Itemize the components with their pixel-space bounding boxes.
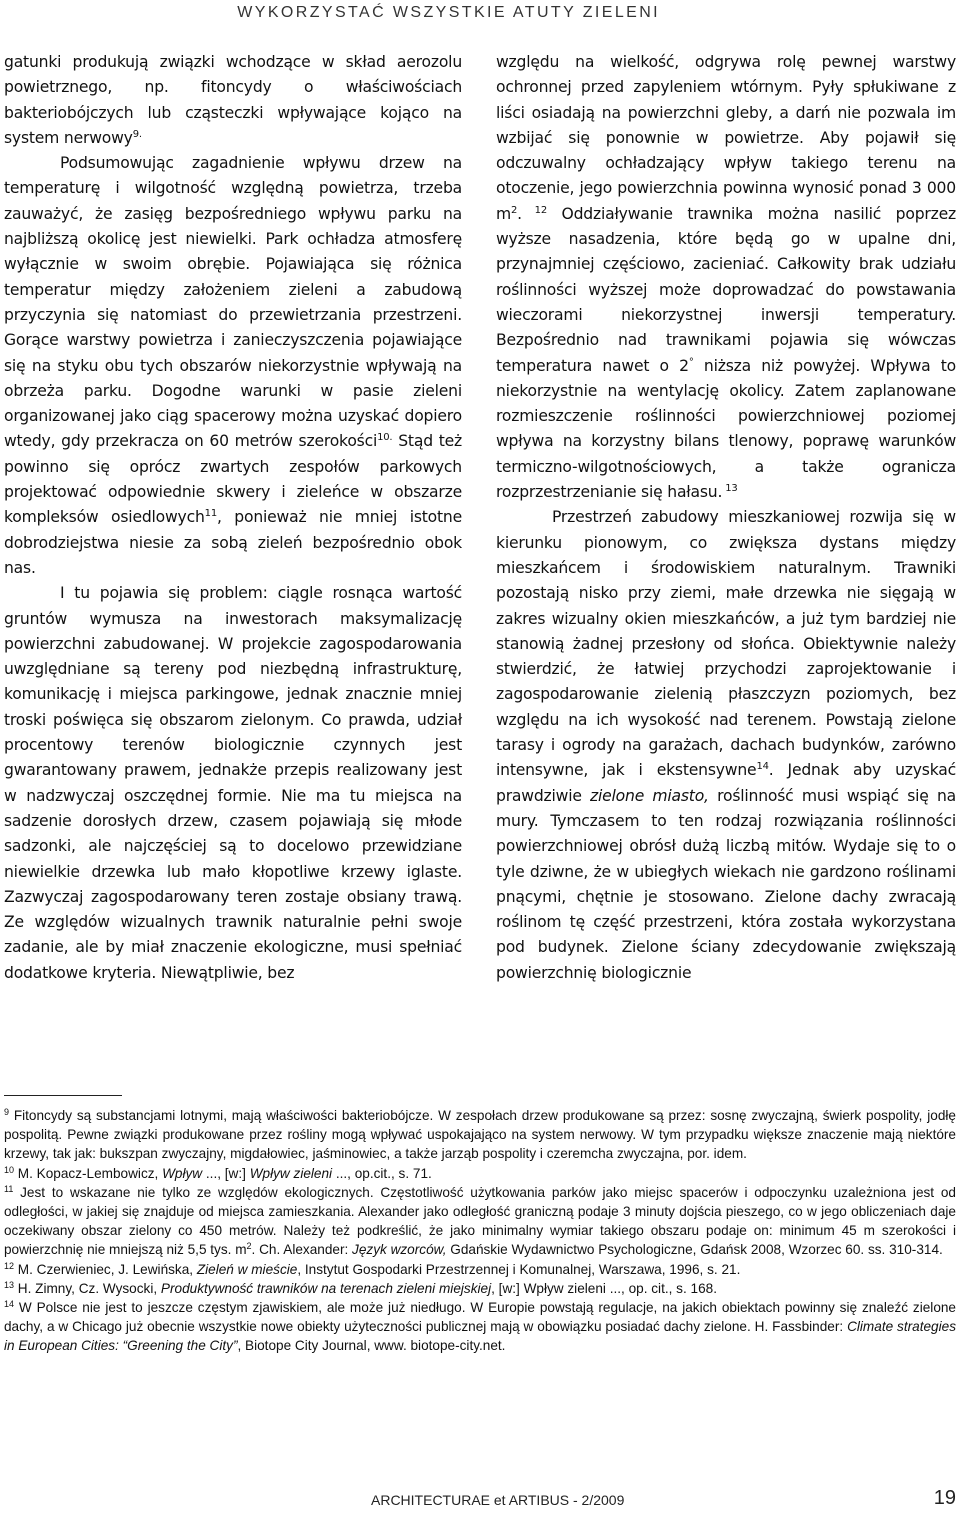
footnote-ref: 11 bbox=[204, 508, 217, 520]
italic-text: Climate strategies in European Cities: “Greening the City” bbox=[4, 1319, 956, 1354]
footnote-text: Fitoncydy są substancjami lotnymi, mają właściwości bakteriobójcze. W zespołach drzew produkowane są przez: sosnę zwyczajną, świerk pospolity, jodłę pospolitą. Pewne związki produkowane przez rośliny mogą wpływać uspokajająco na system nerwowy. W tym przypadku większe znaczenie mają niektóre krzewy, tak jak: bukszpan zwyczajny, migdałowiec, jaśminowiec, a także jarząb pospolity i czeremcha zwyczajna, por. idem. bbox=[4, 1108, 956, 1162]
footnote-text: , Instytut Gospodarki Przestrzennej i Komunalnej, Warszawa, 1996, s. 21. bbox=[297, 1261, 741, 1277]
footnote-number: 10 bbox=[4, 1164, 15, 1175]
footnote-14 bbox=[4, 1298, 956, 1356]
left-text-column bbox=[4, 50, 462, 986]
text-span: Przestrzeń zabudowy mieszkaniowej rozwija się w kierunku pionowym, co zwiększa dystans między mieszkańcem i środowiskiem naturalnym. Trawniki pozostają nisko przy ziemi, małe drzewka nie sięgają w zakres wizualny okien mieszkańców, a już tym bardziej nie stanowią żadnej przesłony od słońca. Obiektywnie należy stwierdzić, że łatwiej przychodzi zaprojektowanie i zagospodarowanie zielenią płaszczyzn poziomych, bez względu na ich wysokość nad terenem. Powstają zielone tarasy i ogrody na garażach, dachach budynków, zarówno intensywne, jak i ekstensywne bbox=[496, 508, 956, 780]
superscript: 2 bbox=[511, 204, 518, 216]
degree-sign: ° bbox=[688, 356, 694, 368]
footnote-12 bbox=[4, 1260, 956, 1279]
footnote-ref: 9. bbox=[132, 128, 142, 140]
running-header: WYKORZYSTAĆ WSZYSTKIE ATUTY ZIELENI bbox=[237, 4, 660, 21]
superscript: 2 bbox=[246, 1241, 252, 1252]
footnote-number: 13 bbox=[4, 1279, 15, 1290]
text-span: roślinność musi wspiąć się na mury. Tymczasem to ten rodzaj rozwiązania roślinności powierzchniowej obrósł dużą liczbą mitów. Wydaje się to o tyle dziwne, że w ubiegłych wiekach nie gardzono roślinami pnącymi, chętnie je stosowano. Zielone dachy zwracają roślinom tę część przestrzeni, która została wykorzystana pod budynek. Zielone ściany zdecydowanie zwiększają powierzchnię biologicznie bbox=[496, 786, 956, 982]
right-text-column bbox=[496, 50, 956, 986]
text-span: . bbox=[517, 204, 522, 223]
footnote-11 bbox=[4, 1183, 956, 1260]
paragraph bbox=[4, 50, 462, 151]
footnote-13 bbox=[4, 1279, 956, 1298]
footnote-text: H. Zimny, Cz. Wysocki, bbox=[14, 1280, 161, 1296]
footnote-number: 9 bbox=[4, 1107, 10, 1117]
journal-name: ARCHITECTURAE et ARTIBUS - 2/2009 bbox=[371, 1492, 625, 1508]
text-span: niższa niż powyżej. Wpływa to niekorzystnie na wentylację okolicy. Zatem zaplanowane rozmieszczenie roślinności powierzchniowej poziomej wpływa na korzystny bilans tlenowy, poprawę warunków termiczno-wilgotnościowych, a także ogranicza rozprzestrzenianie się hałasu. bbox=[496, 356, 956, 502]
footnote-ref: 14 bbox=[756, 761, 769, 773]
footnote-text: M. Czerwieniec, J. Lewińska, bbox=[14, 1261, 197, 1277]
footnote-text: . Ch. Alexander: bbox=[251, 1242, 353, 1258]
footnotes-section bbox=[4, 1106, 956, 1356]
footnote-text: ..., [w:] bbox=[202, 1165, 250, 1181]
footnote-number: 11 bbox=[4, 1183, 14, 1194]
italic-text: Zieleń w mieście bbox=[196, 1261, 298, 1277]
footnote-text: Gdańskie Wydawnictwo Psychologiczne, Gdańsk 2008, Wzorzec 60. ss. 310-314. bbox=[446, 1242, 943, 1258]
text-span: gatunki produkują związki wchodzące w skład aerozolu powietrznego, np. fitoncydy o właściwościach bakteriobójczych lub cząsteczki wpływające kojąco na system nerwowy bbox=[4, 53, 462, 147]
text-span: Podsumowując zagadnienie wpływu drzew na temperaturę i wilgotność względną powietrza, trzeba zauważyć, że zasięg bezpośredniego wpływu parku na najbliższą okolicę jest niewielki. Park ochładza atmosferę wyłącznie w swoim obrębie. Pojawiająca się różnica temperatur między założeniem zieleni a zabudową przyczynia się natomiast do przewietrzania przestrzeni. Gorące warstwy powietrza i zanieczyszczenia pojawiające się na styku obu tych obszarów niekorzystnie wpływają na obrzeża parku. Dogodne warunki w pasie zieleni organizowanej jako ciąg spacerowy można uzyskać dopiero wtedy, gdy przekracza on 60 metrów szerokości bbox=[4, 154, 462, 451]
text-span: względu na wielkość, odgrywa rolę pewnej warstwy ochronnej przed zapyleniem wtórnym. Pyły spłukiwane z liści osiadają na powierzchni gleby, a darń nie pozwala im wzbijać się ponownie w powietrze. Aby pojawił się odczuwalny ochładzający wpływ takiego terenu na otoczenie, jego powierzchnia powinna wynosić ponad 3 000 m bbox=[496, 53, 956, 223]
footnote-number: 12 bbox=[4, 1260, 15, 1271]
italic-text: Produktywność trawników na terenach zieleni miejskiej bbox=[160, 1280, 492, 1296]
footnote-text: Jest to wskazane nie tylko ze względów ekologicznych. Częstotliwość użytkowania parków jako miejsc spacerów i odpoczynku uzależniona jest od odległości, w jakiej się znajduje od miejsca zamieszkania. Alexander jako odległość graniczną podaje 3 minuty dojścia pieszego, co w jego obliczeniach daje oczekiwany obszar zielony co 450 metrów. Należy też podkreślić, że jako minimalny wymiar takiego obszaru podaje on: minimum 45 m szerokości i powierzchnię nie mniejszą niż 5,5 tys. m bbox=[4, 1184, 956, 1258]
footnote-ref: 10. bbox=[377, 432, 393, 444]
italic-text: Wpływ bbox=[162, 1165, 203, 1181]
footnote-9 bbox=[4, 1106, 956, 1164]
text-span: . Jednak aby uzyskać prawdziwie bbox=[496, 761, 956, 805]
footnote-ref: 13 bbox=[722, 483, 738, 495]
text-span: Oddziaływanie trawnika można nasilić poprzez wyższe nasadzenia, które będą go w upalne dni, przynajmniej częściowo, zacieniać. Całkowity brak udziału roślinności wyższej może doprowadzać do powstawania wieczorami niekorzystnej inwersji temperatury. Bezpośrednio nad trawnikami pojawia się wówczas temperatura nawet o 2 bbox=[496, 204, 956, 375]
text-span: Stąd też powinno się oprócz zwartych zespołów parkowych projektować odpowiednie skwery i zieleńce w obszarze kompleksów osiedlowych bbox=[4, 432, 462, 527]
footnote-divider bbox=[4, 1095, 122, 1096]
text-span: , ponieważ nie mniej istotne dobrodziejstwa niesie za sobą zieleń bezpośrednio obok nas. bbox=[4, 508, 462, 577]
italic-text: Wpływ zieleni bbox=[249, 1165, 333, 1181]
footnote-10 bbox=[4, 1164, 956, 1183]
footnote-text: , [w:] Wpływ zieleni ..., op. cit., s. 168. bbox=[491, 1280, 717, 1296]
footnote-text: M. Kopacz-Lembowicz, bbox=[14, 1165, 163, 1181]
footnote-text: , Biotope City Journal, www. biotope-city.net. bbox=[237, 1338, 506, 1354]
paragraph bbox=[496, 505, 956, 986]
footnote-ref: 12 bbox=[521, 204, 547, 216]
paragraph bbox=[496, 50, 956, 505]
footnote-text: W Polsce nie jest to jeszcze częstym zjawiskiem, ale może już niedługo. W Europie powstają regulacje, na jakich obiektach powinny się znaleźć zielone dachy, a w Chicago już obecnie wszystkie nowe obiekty użyteczności publicznej mają w obowiązku posiadać dachy zielone. H. Fassbinder: bbox=[4, 1300, 956, 1335]
italic-text: Język wzorców, bbox=[352, 1242, 447, 1258]
page-number: 19 bbox=[933, 1487, 956, 1509]
paragraph bbox=[4, 151, 462, 581]
italic-text: zielone miasto, bbox=[590, 786, 709, 805]
footnote-number: 14 bbox=[4, 1299, 15, 1310]
paragraph: I tu pojawia się problem: ciągle rosnąca wartość gruntów wymusza na inwestorach maksymalizację powierzchni zabudowanej. W projekcie zagospodarowania uwzględniane są tereny pod niezbędną infrastrukturę, komunikację i miejsca parkingowe, jednak znacznie mniej troski poświęca się obszarom zielonym. Co prawda, udział procentowy terenów biologicznie czynnych jest gwarantowany prawem, jednakże przepis realizowany jest w nadzwyczaj oszczędnej formie. Nie ma tu miejsca na sadzenie dorosłych drzew, czasem pojawiają się młode sadzonki, ale najczęściej są to docelowo przewidziane niewielkie drzewka lub mało kłopotliwe krzewy iglaste. Zazwyczaj zagospodarowany teren zostaje obsiany trawą. Ze względów wizualnych trawnik naturalnie pełni swoje zadanie, ale by miał znaczenie ekologiczne, musi spełniać dodatkowe kryteria. Niewątpliwie, bez bbox=[4, 584, 462, 982]
footnote-text: ..., op.cit., s. 71. bbox=[332, 1165, 432, 1181]
